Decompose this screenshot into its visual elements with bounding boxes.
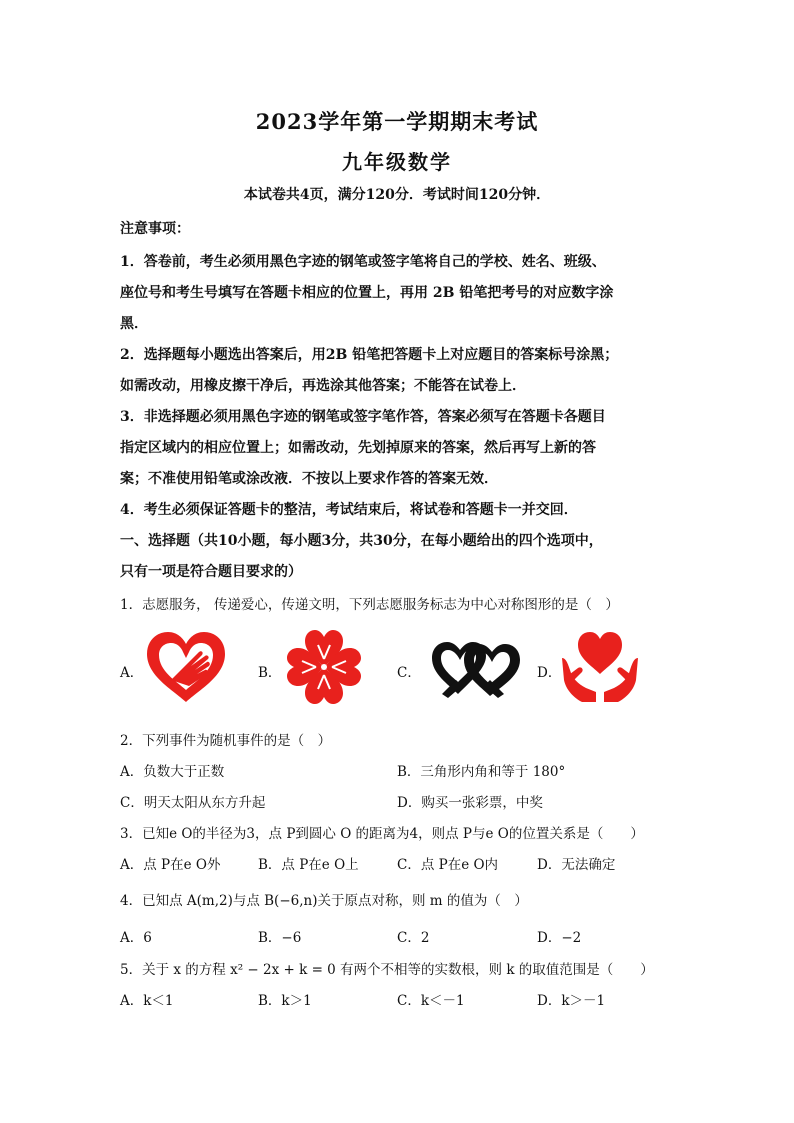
q1-option-d-label: D． bbox=[537, 665, 562, 681]
q1-option-c-label: C． bbox=[397, 665, 421, 681]
note-line: 座位号和考生号填写在答题卡相应的位置上，再用 2B 铅笔把考号的对应数字涂 bbox=[120, 285, 614, 301]
exam-title: 2023学年第一学期期末考试 bbox=[255, 109, 539, 134]
q2-option-a: A．负数大于正数 bbox=[120, 764, 225, 780]
q3-option-d: D．无法确定 bbox=[537, 857, 616, 873]
q5-option-a: A．k＜1 bbox=[120, 993, 174, 1009]
note-line: 如需改动，用橡皮擦干净后，再选涂其他答案；不能答在试卷上． bbox=[120, 378, 526, 394]
q2-option-d: D．购买一张彩票，中奖 bbox=[397, 795, 543, 811]
note-line: 黑． bbox=[120, 316, 148, 332]
note-line: 2．选择题每小题选出答案后，用2B 铅笔把答题卡上对应题目的答案标号涂黑； bbox=[120, 347, 619, 363]
section-heading: 只有一项是符合题目要求的） bbox=[120, 564, 302, 580]
q2-option-b: B．三角形内角和等于 180° bbox=[397, 764, 566, 780]
note-line: 指定区域内的相应位置上；如需改动，先划掉原来的答案，然后再写上新的答 bbox=[120, 440, 596, 456]
heart-hand-logo-icon bbox=[143, 628, 229, 706]
notes-heading: 注意事项： bbox=[120, 221, 190, 237]
section-heading: 一、选择题（共10小题，每小题3分，共30分，在每小题给出的四个选项中， bbox=[120, 533, 603, 549]
exam-info: 本试卷共4页，满分120分．考试时间120分钟． bbox=[243, 187, 551, 203]
q4-option-c: C．2 bbox=[397, 930, 430, 946]
double-ribbon-hearts-logo-icon bbox=[428, 638, 524, 700]
q3-option-c: C．点 P在e O内 bbox=[397, 857, 499, 873]
question-1-stem: 1．志愿服务， 传递爱心，传递文明，下列志愿服务标志为中心对称图形的是（ ） bbox=[120, 597, 619, 613]
q4-option-a: A．6 bbox=[120, 930, 152, 946]
four-heart-hands-logo-icon bbox=[285, 625, 363, 709]
question-2-stem: 2．下列事件为随机事件的是（ ） bbox=[120, 733, 332, 749]
q5-option-b: B．k＞1 bbox=[258, 993, 312, 1009]
q2-option-c: C．明天太阳从东方升起 bbox=[120, 795, 266, 811]
heart-in-hands-logo-icon bbox=[560, 628, 640, 704]
q1-option-a-label: A． bbox=[120, 665, 144, 681]
q5-option-c: C．k＜－1 bbox=[397, 993, 465, 1009]
q3-option-a: A．点 P在e O外 bbox=[120, 857, 221, 873]
q3-option-b: B．点 P在e O上 bbox=[258, 857, 359, 873]
q1-option-b-label: B． bbox=[258, 665, 282, 681]
q4-option-b: B．−6 bbox=[258, 930, 302, 946]
question-5-stem: 5．关于 x 的方程 x² − 2x + k = 0 有两个不相等的实数根，则 k 的取值范围是（ ） bbox=[120, 962, 654, 978]
note-line: 案；不准使用铅笔或涂改液．不按以上要求作答的答案无效． bbox=[120, 471, 498, 487]
note-line: 3．非选择题必须用黑色字迹的钢笔或签字笔作答，答案必须写在答题卡各题目 bbox=[120, 409, 606, 425]
note-line: 1．答卷前，考生必须用黑色字迹的钢笔或签字笔将自己的学校、姓名、班级、 bbox=[120, 254, 606, 270]
question-3-stem: 3．已知e O的半径为3，点 P到圆心 O 的距离为4，则点 P与e O的位置关系是（ ） bbox=[120, 826, 644, 842]
q5-option-d: D．k＞－1 bbox=[537, 993, 606, 1009]
exam-subject: 九年级数学 bbox=[342, 150, 452, 174]
note-line: 4．考生必须保证答题卡的整洁，考试结束后，将试卷和答题卡一并交回． bbox=[120, 502, 578, 518]
question-4-stem: 4．已知点 A(m,2)与点 B(−6,n)关于原点对称，则 m 的值为（ ） bbox=[120, 893, 528, 909]
q4-option-d: D．−2 bbox=[537, 930, 582, 946]
